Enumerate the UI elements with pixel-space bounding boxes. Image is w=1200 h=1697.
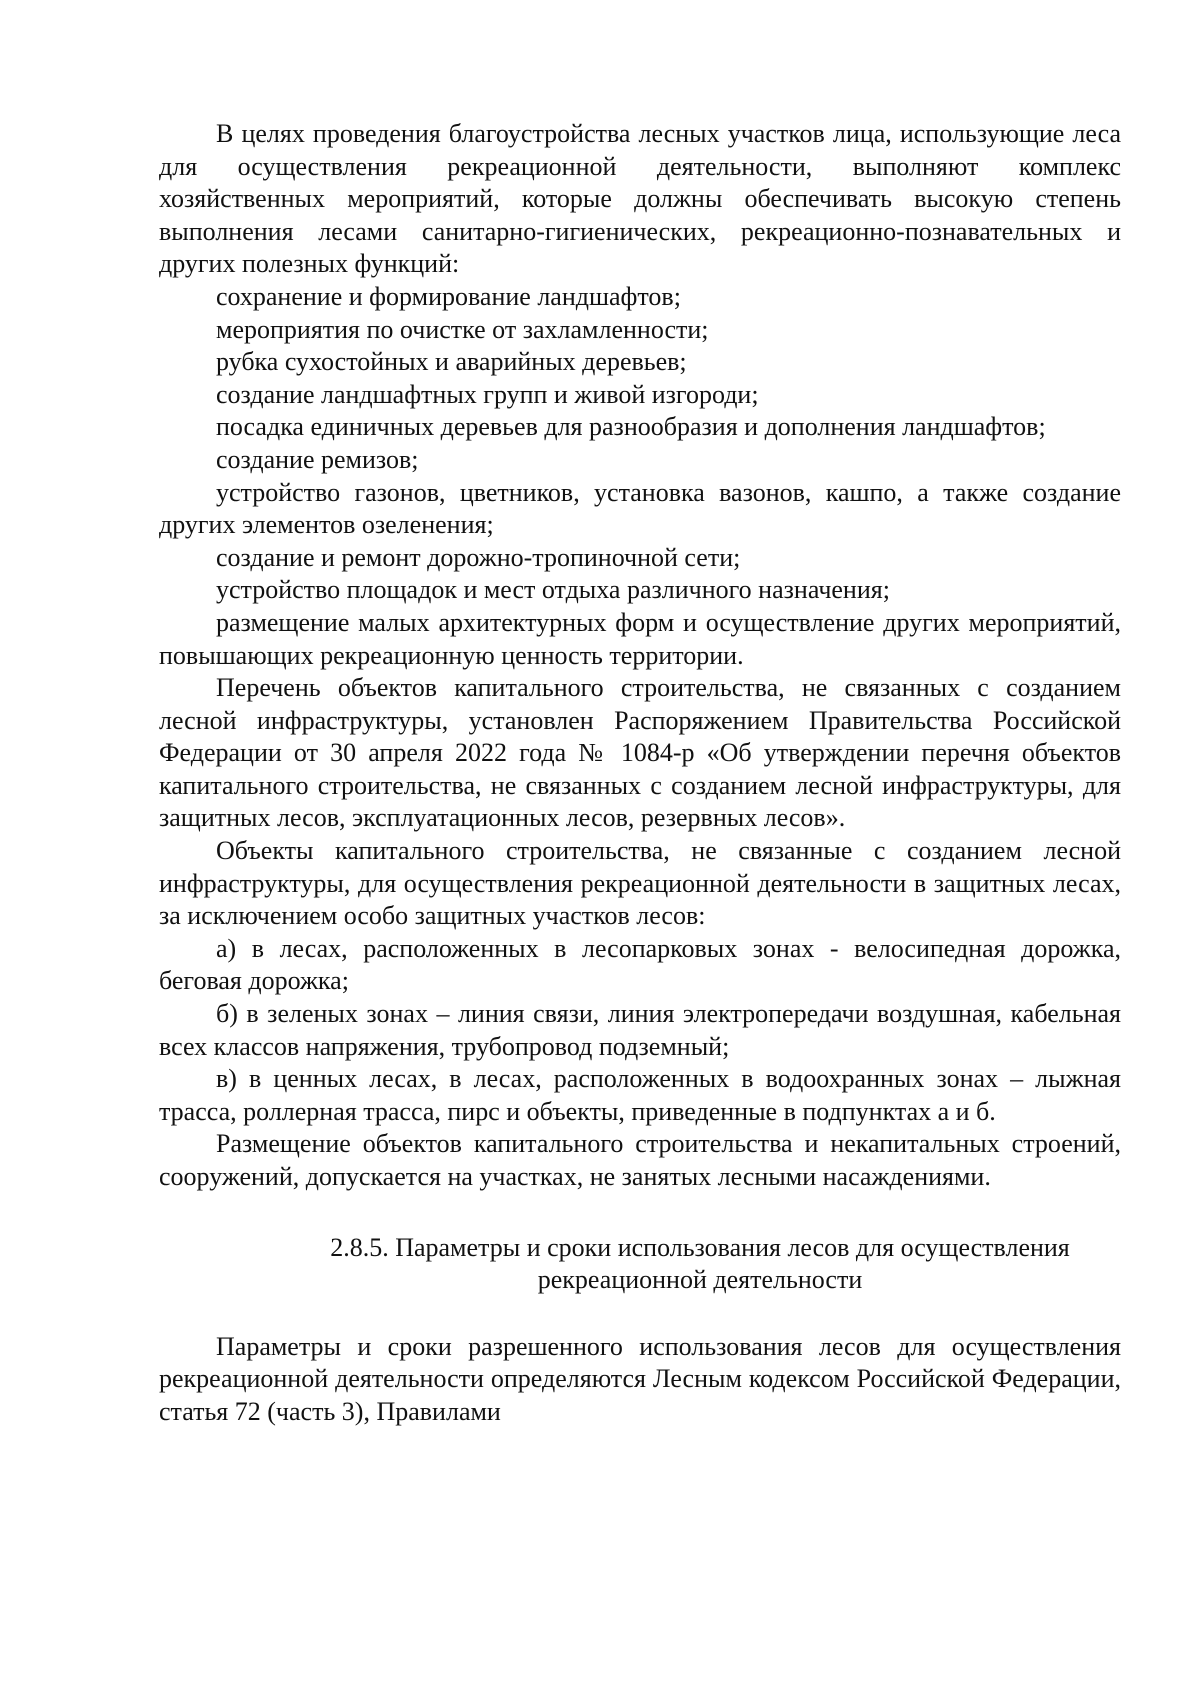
paragraph-placement: Размещение объектов капитального строительства и некапитальных строений, сооружений, допускается на участках, не занятых лесными насаждениями. [159,1129,1121,1191]
list-item: сохранение и формирование ландшафтов; [216,281,681,311]
list-item: мероприятия по очистке от захламленности; [216,314,709,344]
list-item: создание ремизов; [216,444,419,474]
section-heading-line2: рекреационной деятельности [537,1265,863,1295]
section-heading-line1: 2.8.5. Параметры и сроки использования лесов для осуществления [330,1232,1070,1262]
list-item: устройство площадок и мест отдыха различного назначения; [216,575,890,605]
subitem-c: в) в ценных лесах, в лесах, расположенных в водоохранных зонах – лыжная трасса, роллерная трасса, пирс и объекты, приведенные в подпунктах а и б. [159,1064,1121,1126]
list-item: устройство газонов, цветников, установка вазонов, кашпо, а также создание других элементов озеленения; [159,477,1121,540]
list-item: рубка сухостойных и аварийных деревьев; [216,347,687,377]
list-item: создание ландшафтных групп и живой изгороди; [216,379,759,409]
paragraph-intro: В целях проведения благоустройства лесных участков лица, использующие леса для осуществления рекреационной деятельности, выполняют комплекс хозяйственных мероприятий, которые должны обеспечивать высокую степень выполнения лесами санитарно-гигиенических, рекреационно-познавательных и других полезных функций: [159,119,1121,279]
subitem-a: а) в лесах, расположенных в лесопарковых зонах - велосипедная дорожка, беговая дорожка; [159,933,1121,996]
paragraph-list-reference: Перечень объектов капитального строительства, не связанных с созданием лесной инфраструктуры, установлен Распоряжением Правительства Российской Федерации от 30 апреля 2022 года № 1084-р «Об утверждении перечня объектов капитального строительства, не связанных с созданием лесной инфраструктуры, для защитных лесов, эксплуатационных лесов, резервных лесов». [159,673,1121,833]
section-heading [159,1232,1121,1297]
paragraph-objects-intro: Объекты капитального строительства, не связанные с созданием лесной инфраструктуры, для осуществления рекреационной деятельности в защитных лесах, за исключением особо защитных участков лесов: [159,836,1121,931]
subitem-b: б) в зеленых зонах – линия связи, линия электропередачи воздушная, кабельная всех классов напряжения, трубопровод подземный; [159,999,1121,1061]
paragraph-parameters: Параметры и сроки разрешенного использования лесов для осуществления рекреационной деятельности определяются Лесным кодексом Российской Федерации, статья 72 (часть 3), Правилами [159,1331,1121,1426]
list-item: создание и ремонт дорожно-тропиночной сети; [216,542,741,572]
list-item: размещение малых архитектурных форм и осуществление других мероприятий, повышающих рекреационную ценность территории. [159,607,1121,670]
document-page [159,118,1121,1429]
list-item: посадка единичных деревьев для разнообразия и дополнения ландшафтов; [216,412,1046,442]
